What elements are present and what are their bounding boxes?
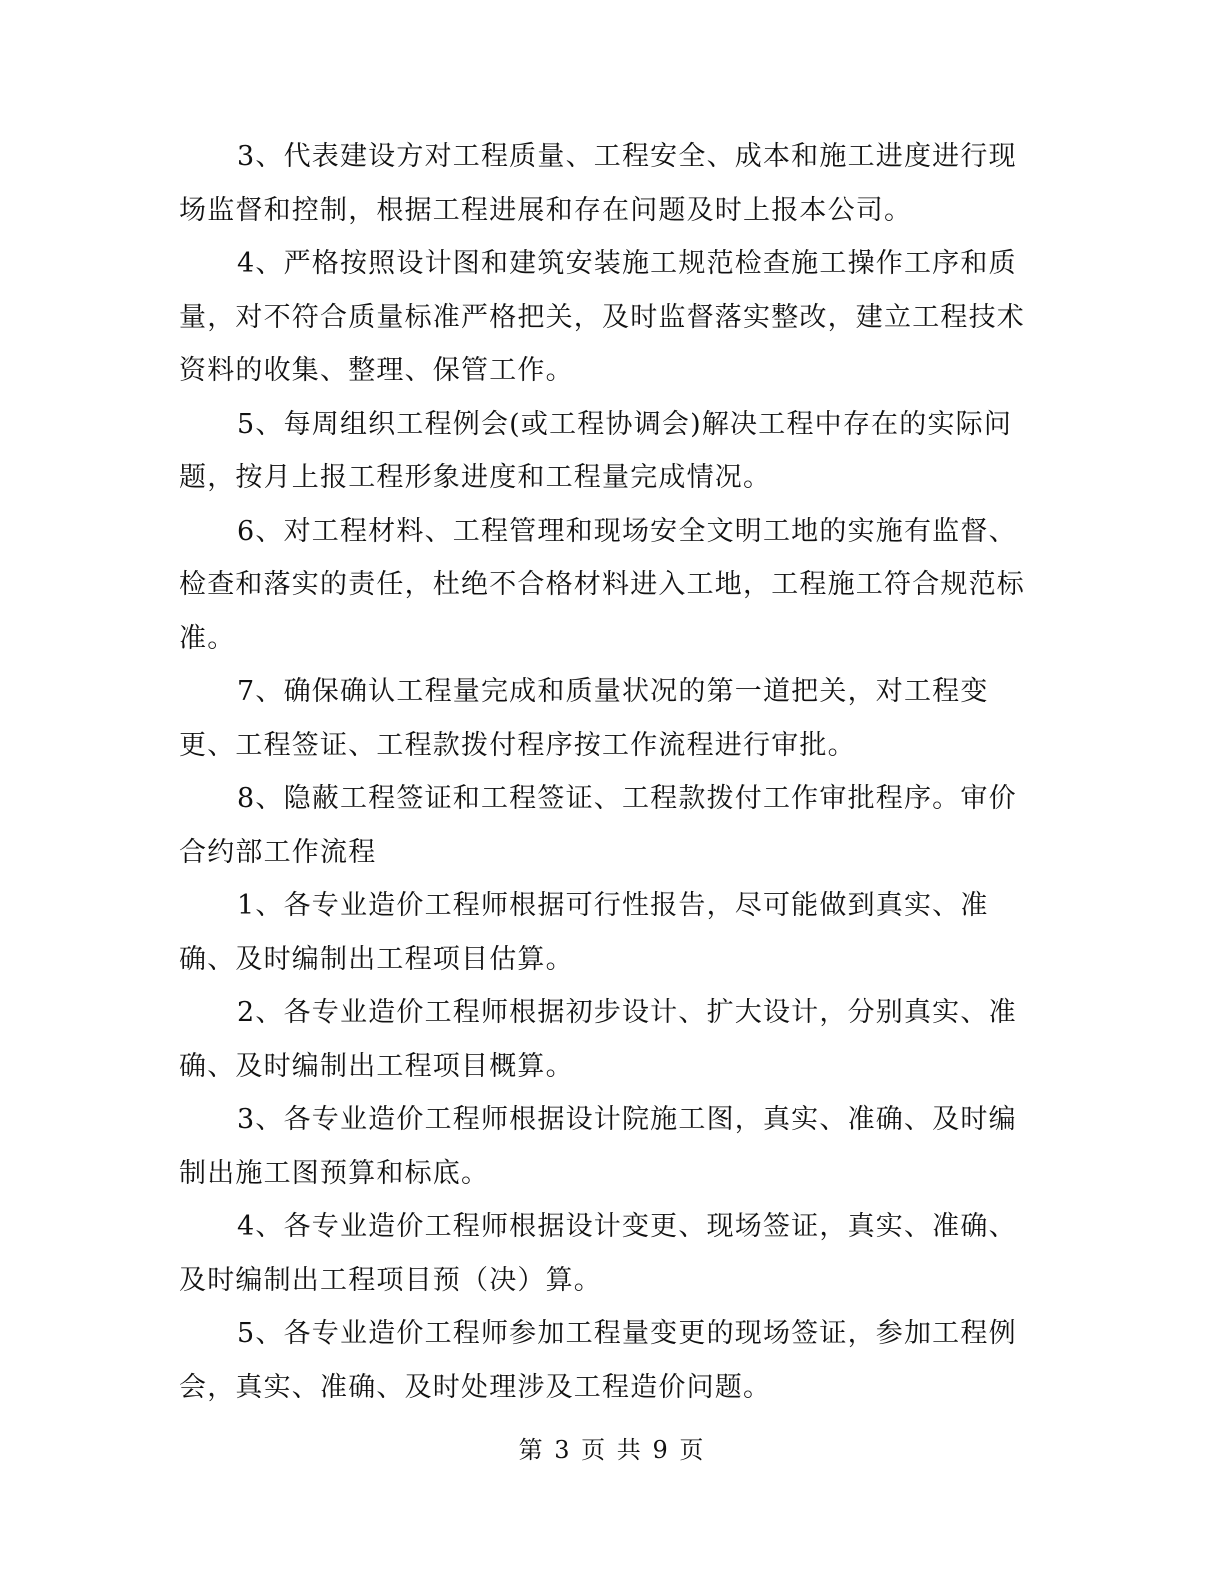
paragraph-item-3-site-supervision: 3、代表建设方对工程质量、工程安全、成本和施工进度进行现场监督和控制，根据工程进展和存在问题及时上报本公司。 [179,141,1017,226]
paragraph-item-4-quality-inspection: 4、严格按照设计图和建筑安装施工规范检查施工操作工序和质量，对不符合质量标准严格把关，及时监督落实整改，建立工程技术资料的收集、整理、保管工作。 [179,248,1025,386]
paragraph-cost-item-3-construction-budget: 3、各专业造价工程师根据设计院施工图，真实、准确、及时编制出施工图预算和标底。 [179,1104,1017,1189]
paragraph-cost-item-4-final-accounts: 4、各专业造价工程师根据设计变更、现场签证，真实、准确、及时编制出工程项目预（决）算。 [179,1211,1017,1296]
paragraph-item-7-approval: 7、确保确认工程量完成和质量状况的第一道把关，对工程变更、工程签证、工程款拨付程序按工作流程进行审批。 [179,676,989,761]
paragraph-item-8-concealed-works: 8、隐蔽工程签证和工程签证、工程款拨付工作审批程序。审价合约部工作流程 [179,783,1017,868]
paragraph-item-5-weekly-meeting: 5、每周组织工程例会(或工程协调会)解决工程中存在的实际问题，按月上报工程形象进度和工程量完成情况。 [179,408,1013,493]
paragraph-cost-item-2-budget-estimate: 2、各专业造价工程师根据初步设计、扩大设计，分别真实、准确、及时编制出工程项目概算。 [179,997,1017,1082]
document-body [179,130,1039,1414]
page-footer: 第 3 页 共 9 页 [518,1436,706,1464]
paragraph-cost-item-5-site-visa: 5、各专业造价工程师参加工程量变更的现场签证，参加工程例会，真实、准确、及时处理涉及工程造价问题。 [179,1318,1017,1403]
paragraph-cost-item-1-estimate: 1、各专业造价工程师根据可行性报告，尽可能做到真实、准确、及时编制出工程项目估算。 [179,890,989,975]
paragraph-item-6-materials-safety: 6、对工程材料、工程管理和现场安全文明工地的实施有监督、检查和落实的责任，杜绝不合格材料进入工地，工程施工符合规范标准。 [179,515,1025,654]
